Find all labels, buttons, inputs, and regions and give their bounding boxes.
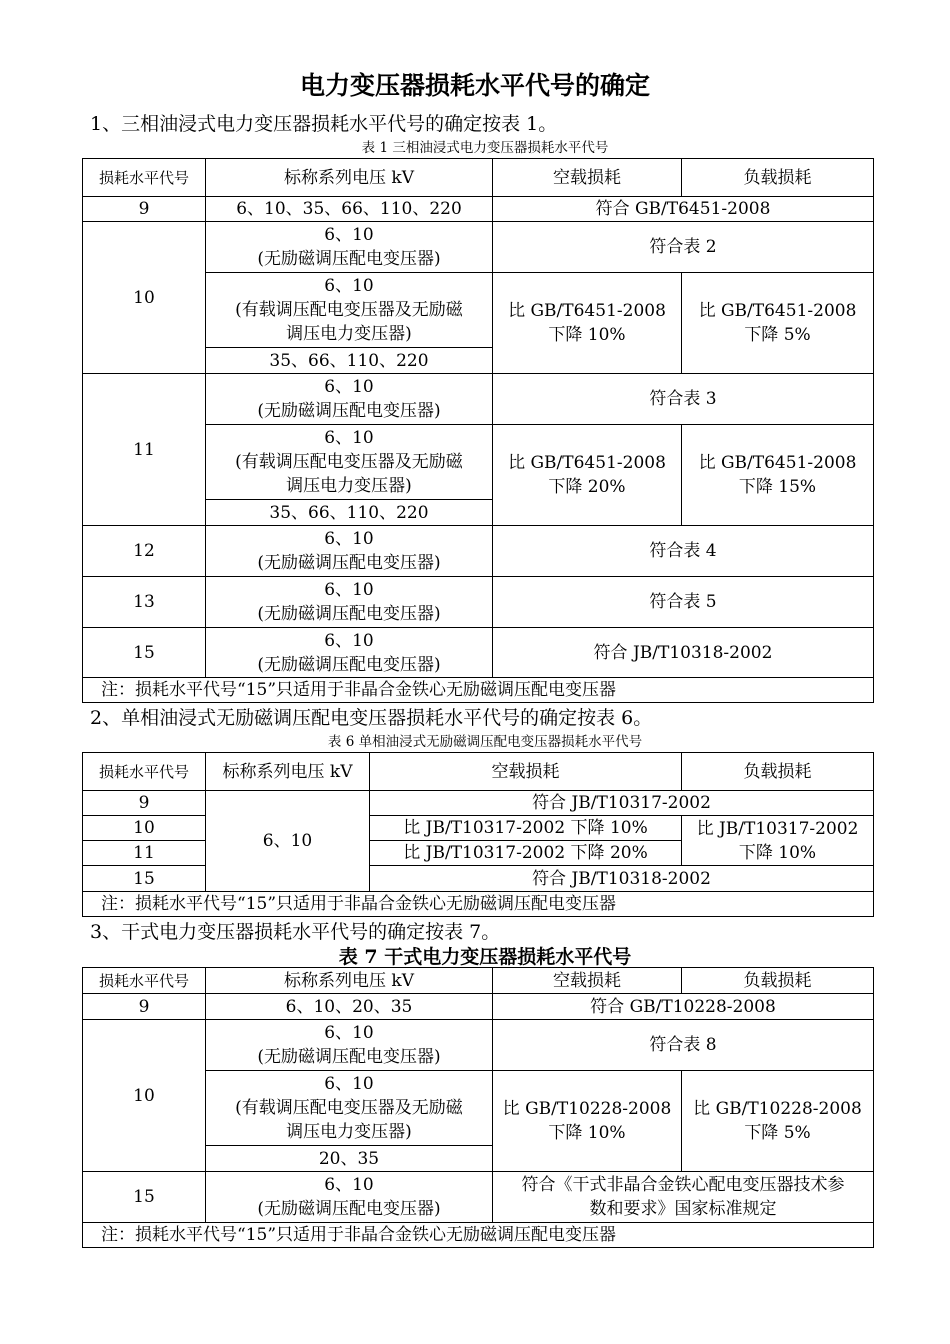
- noload-cell: 比 JB/T10317-2002 下降 10%: [370, 816, 682, 841]
- voltage-line: (无励磁调压配电变压器): [257, 401, 441, 421]
- section-1-heading: 1、三相油浸式电力变压器损耗水平代号的确定按表 1。: [90, 113, 558, 135]
- voltage-cell: [206, 577, 493, 628]
- voltage-line: 6、10: [324, 225, 374, 245]
- table-row: [83, 222, 874, 273]
- voltage-line: (无励磁调压配电变压器): [257, 249, 441, 269]
- voltage-cell: 20、35: [206, 1146, 493, 1172]
- voltage-line: (有载调压配电变压器及无励磁: [235, 300, 463, 320]
- voltage-cell: [206, 1172, 493, 1223]
- voltage-cell: 35、66、110、220: [206, 500, 493, 526]
- table-row: [83, 866, 874, 892]
- code-cell: 10: [83, 816, 206, 841]
- section-2-heading: 2、单相油浸式无励磁调压配电变压器损耗水平代号的确定按表 6。: [90, 707, 653, 729]
- voltage-line: (有载调压配电变压器及无励磁: [235, 452, 463, 472]
- header-load: 负载损耗: [682, 753, 874, 791]
- code-cell: 11: [83, 374, 206, 526]
- header-noload: 空载损耗: [370, 753, 682, 791]
- voltage-line: (无励磁调压配电变压器): [257, 553, 441, 573]
- load-line: 比 JB/T10317-2002: [696, 818, 859, 839]
- loss-cell: 符合 JB/T10318-2002: [370, 866, 874, 892]
- table-row: [83, 791, 874, 816]
- table-row: [83, 526, 874, 577]
- table-note: 注：损耗水平代号“15”只适用于非晶合金铁心无励磁调压配电变压器: [83, 1223, 874, 1248]
- table-note: 注：损耗水平代号“15”只适用于非晶合金铁心无励磁调压配电变压器: [83, 678, 874, 703]
- noload-line: 比 GB/T10228-2008: [502, 1099, 672, 1119]
- voltage-cell: [206, 222, 493, 273]
- table-1-caption: 表 1 三相油浸式电力变压器损耗水平代号: [361, 140, 609, 156]
- code-cell: 13: [83, 577, 206, 628]
- noload-cell: [493, 273, 682, 374]
- voltage-cell: [206, 1020, 493, 1071]
- noload-line: 比 GB/T6451-2008: [508, 453, 666, 473]
- voltage-cell: 6、10、35、66、110、220: [206, 197, 493, 222]
- header-noload: 空载损耗: [493, 968, 682, 994]
- voltage-cell: 6、10: [206, 791, 370, 892]
- voltage-line: 6、10: [324, 1074, 374, 1094]
- loss-cell: 符合表 4: [493, 526, 874, 577]
- load-line: 下降 15%: [738, 477, 817, 497]
- table-6-caption: 表 6 单相油浸式无励磁调压配电变压器损耗水平代号: [327, 734, 643, 750]
- loss-line: 符合《干式非晶合金铁心配电变压器技术参: [521, 1175, 845, 1195]
- voltage-line: (无励磁调压配电变压器): [257, 1199, 441, 1219]
- code-cell: 12: [83, 526, 206, 577]
- header-code: 损耗水平代号: [83, 753, 206, 791]
- loss-cell: 符合表 2: [493, 222, 874, 273]
- voltage-line: 6、10: [324, 630, 374, 651]
- header-code: 损耗水平代号: [83, 968, 206, 994]
- loss-cell: 符合 GB/T10228-2008: [493, 994, 874, 1020]
- table-note-row: [83, 678, 874, 703]
- code-cell: 15: [83, 1172, 206, 1223]
- load-line: 比 GB/T10228-2008: [693, 1099, 862, 1119]
- load-line: 比 GB/T6451-2008: [698, 453, 857, 473]
- voltage-line: 6、10: [324, 377, 374, 397]
- header-voltage: 标称系列电压 kV: [206, 968, 493, 994]
- load-line: 比 GB/T6451-2008: [698, 301, 857, 321]
- load-cell: [682, 1071, 874, 1172]
- voltage-line: 6、10: [324, 529, 374, 549]
- load-cell: [682, 816, 874, 866]
- load-cell: [682, 273, 874, 374]
- loss-cell: 符合表 8: [493, 1020, 874, 1071]
- loss-line: 数和要求》国家标准规定: [589, 1199, 777, 1219]
- table-6-header-row: [83, 753, 874, 791]
- table-7: [82, 967, 874, 1248]
- code-cell: 10: [83, 222, 206, 374]
- section-3-heading: 3、干式电力变压器损耗水平代号的确定按表 7。: [90, 921, 501, 943]
- voltage-cell: 35、66、110、220: [206, 348, 493, 374]
- load-line: 下降 5%: [744, 325, 811, 345]
- voltage-cell: [206, 374, 493, 425]
- table-1: [82, 158, 874, 703]
- voltage-cell: [206, 425, 493, 500]
- table-row: [83, 197, 874, 222]
- table-row: [83, 1020, 874, 1071]
- load-line: 下降 5%: [744, 1123, 811, 1143]
- noload-cell: [493, 425, 682, 526]
- table-7-caption: 表 7 干式电力变压器损耗水平代号: [338, 946, 632, 968]
- code-cell: 11: [83, 841, 206, 866]
- header-load: 负载损耗: [682, 968, 874, 994]
- noload-line: 下降 20%: [548, 477, 626, 497]
- voltage-line: (有载调压配电变压器及无励磁: [235, 1098, 463, 1118]
- table-row: [83, 994, 874, 1020]
- header-voltage: 标称系列电压 kV: [206, 753, 370, 791]
- voltage-line: 6、10: [324, 580, 374, 600]
- loss-cell: 符合表 5: [493, 577, 874, 628]
- table-row: [83, 1172, 874, 1223]
- voltage-cell: [206, 1071, 493, 1146]
- table-row: [83, 628, 874, 678]
- voltage-line: 调压电力变压器): [286, 1122, 412, 1142]
- code-cell: 15: [83, 866, 206, 892]
- voltage-line: 6、10: [324, 1023, 374, 1043]
- voltage-cell: [206, 526, 493, 577]
- load-cell: [682, 425, 874, 526]
- code-cell: 9: [83, 994, 206, 1020]
- header-noload: 空载损耗: [493, 159, 682, 197]
- voltage-line: 调压电力变压器): [286, 476, 412, 496]
- table-row: [83, 374, 874, 425]
- noload-cell: 比 JB/T10317-2002 下降 20%: [370, 841, 682, 866]
- table-1-header-row: [83, 159, 874, 197]
- loss-cell: 符合表 3: [493, 374, 874, 425]
- table-6: [82, 752, 874, 917]
- loss-cell: 符合 GB/T6451-2008: [493, 197, 874, 222]
- voltage-line: (无励磁调压配电变压器): [257, 654, 441, 675]
- table-note-row: [83, 1223, 874, 1248]
- voltage-cell: [206, 273, 493, 348]
- header-code: 损耗水平代号: [83, 159, 206, 197]
- voltage-line: 6、10: [324, 276, 374, 296]
- document-title: 电力变压器损耗水平代号的确定: [299, 71, 650, 100]
- table-row: [83, 577, 874, 628]
- noload-cell: [493, 1071, 682, 1172]
- noload-line: 下降 10%: [548, 325, 626, 345]
- voltage-line: 6、10: [324, 1175, 374, 1195]
- loss-cell: [493, 1172, 874, 1223]
- table-note-row: [83, 892, 874, 917]
- table-7-header-row: [83, 968, 874, 994]
- code-cell: 9: [83, 197, 206, 222]
- voltage-cell: 6、10、20、35: [206, 994, 493, 1020]
- voltage-line: (无励磁调压配电变压器): [257, 604, 441, 624]
- header-load: 负载损耗: [682, 159, 874, 197]
- table-note: 注：损耗水平代号“15”只适用于非晶合金铁心无励磁调压配电变压器: [83, 892, 874, 917]
- voltage-cell: [206, 628, 493, 678]
- voltage-line: 6、10: [324, 428, 374, 448]
- voltage-line: (无励磁调压配电变压器): [257, 1047, 441, 1067]
- code-cell: 10: [83, 1020, 206, 1172]
- loss-cell: 符合 JB/T10318-2002: [493, 628, 874, 678]
- header-voltage: 标称系列电压 kV: [206, 159, 493, 197]
- code-cell: 9: [83, 791, 206, 816]
- noload-line: 下降 10%: [548, 1123, 626, 1143]
- code-cell: 15: [83, 628, 206, 678]
- noload-line: 比 GB/T6451-2008: [508, 301, 666, 321]
- table-row: [83, 816, 874, 841]
- load-line: 下降 10%: [738, 842, 817, 863]
- voltage-line: 调压电力变压器): [286, 324, 412, 344]
- loss-cell: 符合 JB/T10317-2002: [370, 791, 874, 816]
